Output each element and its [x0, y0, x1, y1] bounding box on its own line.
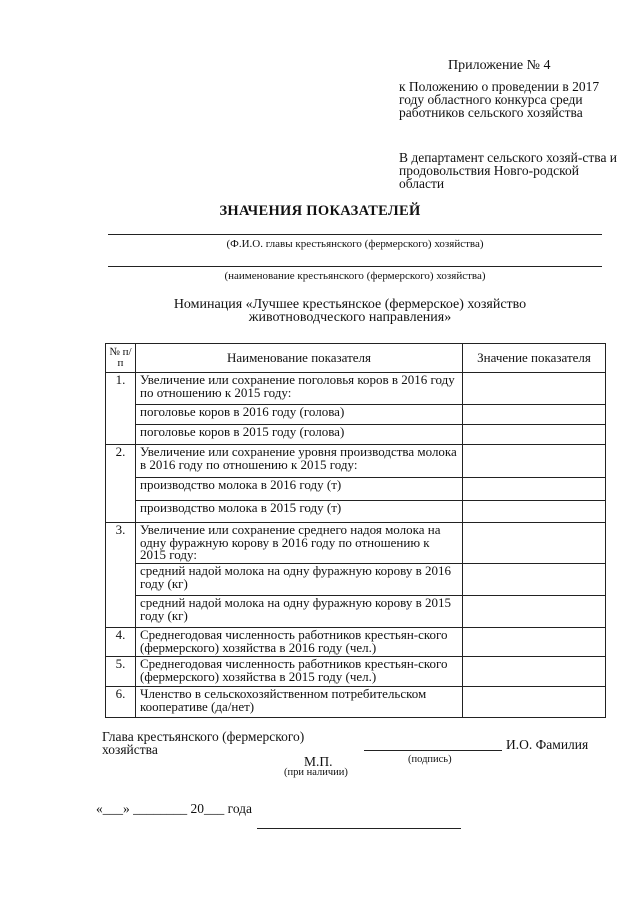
signatory-name: И.О. Фамилия — [506, 737, 589, 752]
row-number: 2. — [106, 445, 136, 523]
signature-line — [364, 750, 502, 751]
fio-line — [108, 234, 602, 235]
indicator-name: производство молока в 2015 году (т) — [136, 501, 463, 523]
signature-caption: (подпись) — [408, 754, 452, 765]
table-row — [106, 596, 606, 628]
column-header-value: Значение показателя — [463, 344, 606, 373]
table-row — [106, 657, 606, 687]
row-number: 3. — [106, 523, 136, 628]
table-row — [106, 501, 606, 523]
indicator-name: Увеличение или сохранение поголовья коров в 2016 году по отношению к 2015 году: — [136, 373, 463, 405]
indicator-name: Членство в сельскохозяйственном потребительском кооперативе (да/нет) — [136, 687, 463, 718]
regulation-reference: к Положению о проведении в 2017 году областного конкурса среди работников сельского хозяйства — [399, 79, 600, 120]
row-number: 6. — [106, 687, 136, 718]
farm-name-caption: (наименование крестьянского (фермерского) хозяйства) — [224, 270, 486, 282]
table-row — [106, 405, 606, 425]
indicator-name: Увеличение или сохранение уровня производства молока в 2016 году по отношению к 2015 году: — [136, 445, 463, 478]
indicator-name: средний надой молока на одну фуражную корову в 2016 году (кг) — [136, 564, 463, 596]
indicator-name: производство молока в 2016 году (т) — [136, 478, 463, 501]
indicator-name: Среднегодовая численность работников крестьян-ского (фермерского) хозяйства в 2015 году (чел.) — [136, 657, 463, 687]
indicator-value-cell[interactable] — [463, 373, 606, 405]
indicators-table — [105, 343, 606, 718]
table-row — [106, 523, 606, 564]
stamp-place: М.П. — [304, 754, 333, 769]
indicator-value-cell[interactable] — [463, 657, 606, 687]
table-row — [106, 628, 606, 657]
farm-name-line — [108, 266, 602, 267]
bottom-line — [257, 828, 461, 829]
indicator-value-cell[interactable] — [463, 445, 606, 478]
row-number: 4. — [106, 628, 136, 657]
table-row — [106, 687, 606, 718]
indicator-value-cell[interactable] — [463, 405, 606, 425]
indicator-value-cell[interactable] — [463, 501, 606, 523]
fio-caption: (Ф.И.О. главы крестьянского (фермерского) хозяйства) — [226, 238, 484, 250]
row-number: 5. — [106, 657, 136, 687]
table-row — [106, 445, 606, 478]
table-header-row — [106, 344, 606, 373]
column-header-number: № п/п — [106, 344, 136, 373]
table-row — [106, 478, 606, 501]
indicator-value-cell[interactable] — [463, 478, 606, 501]
indicator-value-cell[interactable] — [463, 596, 606, 628]
table-row — [106, 564, 606, 596]
indicator-name: Среднегодовая численность работников крестьян-ского (фермерского) хозяйства в 2016 году (чел.) — [136, 628, 463, 657]
row-number: 1. — [106, 373, 136, 445]
indicator-name: поголовье коров в 2016 году (голова) — [136, 405, 463, 425]
indicator-value-cell[interactable] — [463, 687, 606, 718]
indicator-value-cell[interactable] — [463, 425, 606, 445]
addressee: В департамент сельского хозяй-ства и продовольствия Новго-родской области — [399, 150, 618, 191]
column-header-name: Наименование показателя — [136, 344, 463, 373]
nomination: Номинация «Лучшее крестьянское (фермерское) хозяйство животноводческого направления» — [173, 297, 527, 325]
indicator-name: поголовье коров в 2015 году (голова) — [136, 425, 463, 445]
indicator-name: Увеличение или сохранение среднего надоя молока на одну фуражную корову в 2016 году по отношению к 2015 году: — [136, 523, 463, 564]
indicator-name: средний надой молока на одну фуражную корову в 2015 году (кг) — [136, 596, 463, 628]
indicator-value-cell[interactable] — [463, 628, 606, 657]
document-title: ЗНАЧЕНИЯ ПОКАЗАТЕЛЕЙ — [219, 203, 421, 219]
date-field[interactable]: «___» ________ 20___ года — [96, 801, 253, 816]
table-row — [106, 373, 606, 405]
indicator-value-cell[interactable] — [463, 523, 606, 564]
indicator-value-cell[interactable] — [463, 564, 606, 596]
appendix-number: Приложение № 4 — [448, 58, 551, 73]
table-row — [106, 425, 606, 445]
stamp-caption: (при наличии) — [284, 767, 348, 778]
signatory-title: Глава крестьянского (фермерского) хозяйства — [102, 729, 305, 757]
